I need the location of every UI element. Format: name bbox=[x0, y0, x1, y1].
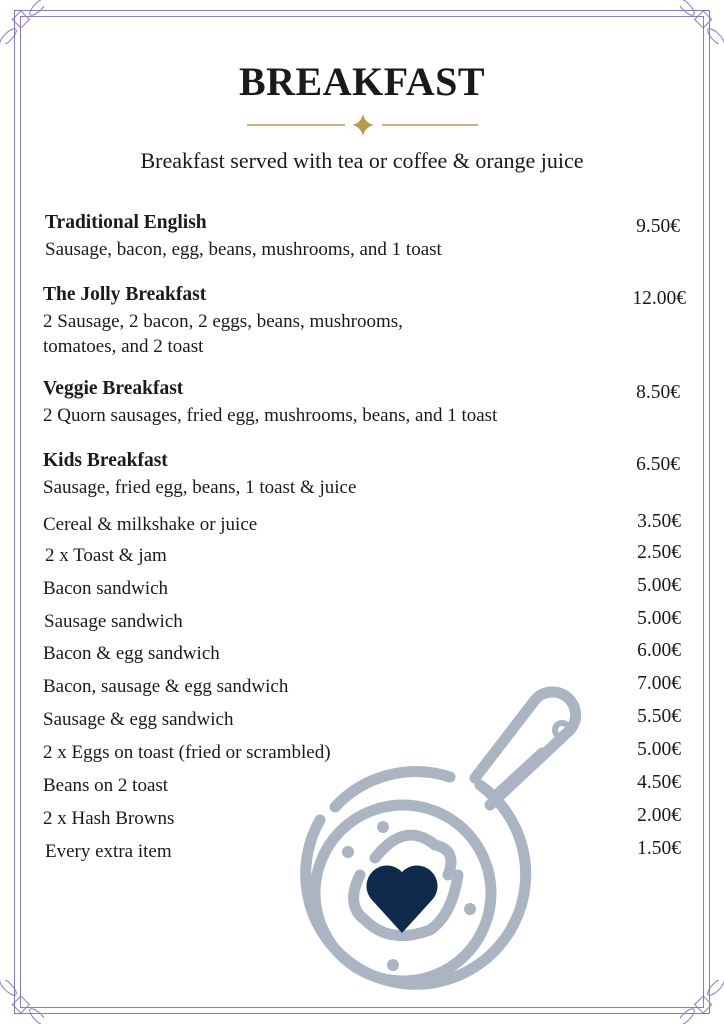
menu-item-name: 2 x Hash Browns bbox=[43, 808, 175, 829]
featured-item-name: The Jolly Breakfast bbox=[43, 284, 207, 305]
menu-item-name: Sausage & egg sandwich bbox=[43, 709, 234, 730]
menu-item-name: Sausage sandwich bbox=[44, 611, 183, 632]
subtitle: Breakfast served with tea or coffee & orange juice bbox=[140, 148, 584, 173]
star-divider-icon bbox=[245, 112, 480, 138]
featured-item-name: Kids Breakfast bbox=[43, 450, 168, 471]
menu-item-price: 4.50€ bbox=[637, 772, 681, 793]
corner-ornament-icon bbox=[0, 980, 44, 1024]
corner-ornament-icon bbox=[680, 980, 724, 1024]
frying-pan-icon bbox=[280, 680, 610, 1010]
menu-item-price: 3.50€ bbox=[637, 511, 681, 532]
page-title: BREAKFAST bbox=[238, 59, 486, 104]
corner-ornament-icon bbox=[0, 0, 44, 44]
menu-item-price: 6.00€ bbox=[637, 640, 681, 661]
menu-item-price: 5.00€ bbox=[637, 739, 681, 760]
menu-item-name: Bacon sandwich bbox=[43, 578, 169, 599]
featured-item-price: 6.50€ bbox=[636, 454, 680, 475]
menu-item-name: Every extra item bbox=[45, 841, 172, 862]
menu-item-price: 7.00€ bbox=[637, 673, 681, 694]
featured-item-price: 12.00€ bbox=[632, 288, 686, 309]
corner-ornament-icon bbox=[680, 0, 724, 44]
featured-item-description: Sausage, fried egg, beans, 1 toast & juice bbox=[43, 477, 357, 498]
featured-item-price: 9.50€ bbox=[636, 216, 680, 237]
menu-item-price: 5.00€ bbox=[637, 608, 681, 629]
menu-item-name: Beans on 2 toast bbox=[43, 775, 169, 796]
featured-item-name: Veggie Breakfast bbox=[43, 378, 184, 399]
menu-item-name: 2 x Toast & jam bbox=[45, 545, 167, 566]
menu-item-name: Bacon & egg sandwich bbox=[43, 643, 220, 664]
featured-item-description: 2 Sausage, 2 bacon, 2 eggs, beans, mushrooms, bbox=[43, 311, 403, 332]
menu-item-name: Cereal & milkshake or juice bbox=[43, 514, 258, 535]
menu-item-name: 2 x Eggs on toast (fried or scrambled) bbox=[43, 742, 331, 763]
featured-item-price: 8.50€ bbox=[636, 382, 680, 403]
menu-item-name: Bacon, sausage & egg sandwich bbox=[43, 676, 289, 697]
menu-item-price: 5.00€ bbox=[637, 575, 681, 596]
menu-item-price: 5.50€ bbox=[637, 706, 681, 727]
menu-item-price: 2.00€ bbox=[637, 805, 681, 826]
menu-item-price: 2.50€ bbox=[637, 542, 681, 563]
featured-item-description: Sausage, bacon, egg, beans, mushrooms, and 1 toast bbox=[45, 239, 442, 260]
featured-item-name: Traditional English bbox=[45, 212, 207, 233]
featured-item-description: tomatoes, and 2 toast bbox=[43, 336, 204, 357]
menu-item-price: 1.50€ bbox=[637, 838, 681, 859]
featured-item-description: 2 Quorn sausages, fried egg, mushrooms, beans, and 1 toast bbox=[43, 405, 498, 426]
